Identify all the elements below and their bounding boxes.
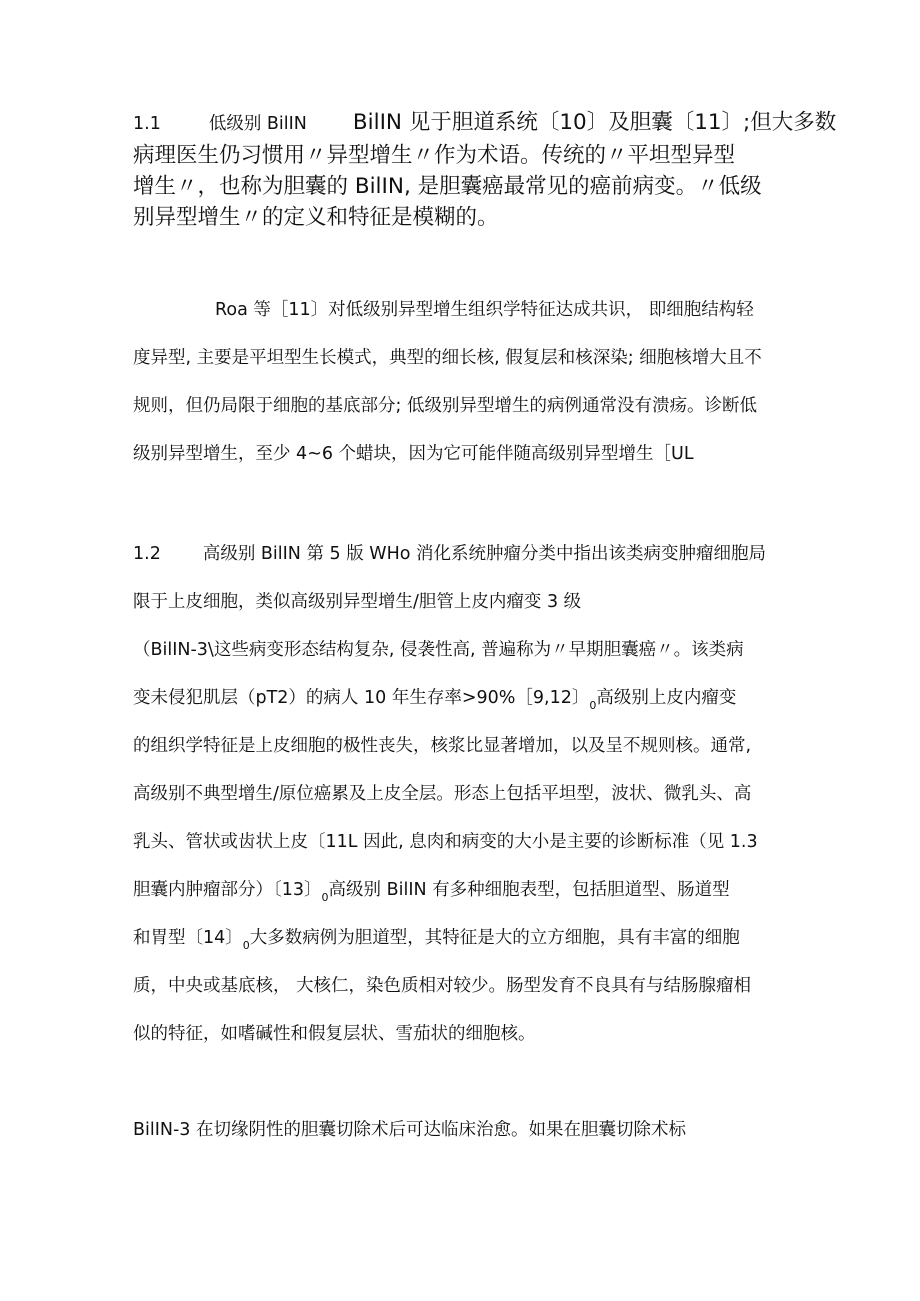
section-label: 低级别 BilIN [208,114,307,134]
section-number: 1.1 [133,114,161,134]
paragraph-line: 似的特征，如嗜碱性和假复层状、雪茄状的细胞核。 [133,1024,536,1044]
paragraph-line: 规则，但仍局限于细胞的基底部分; 低级别异型增生的病例通常没有溃疡。诊断低 [133,396,757,416]
paragraph-line: 级别异型增生，至少 4~6 个蜡块，因为它可能伴随高级别异型增生［UL [133,444,694,464]
paragraph-text: BilIN 见于胆道系统〔10〕及胆囊〔11〕;但大多数 [352,110,837,135]
subscript-mark: 0 [589,699,597,712]
paragraph-line: Roa 等［11〕对低级别异型增生组织学特征达成共识， 即细胞结构轻 [215,300,754,320]
paragraph-line: 别异型增生〃的定义和特征是模糊的。 [133,205,499,230]
text-run: 高级别 BilIN 有多种细胞表型，包括胆道型、肠道型 [328,880,730,900]
paragraph-line [133,684,736,712]
paragraph-line: BilIN-3 在切缘阴性的胆囊切除术后可达临床治愈。如果在胆囊切除术标 [133,1120,686,1140]
text-run: 胆囊内肿瘤部分）〔13〕 [133,880,322,900]
paragraph-line: 高级别不典型增生/原位癌累及上皮全层。形态上包括平坦型，波状、微乳头、高 [133,784,752,804]
text-run: 变未侵犯肌层（pT2）的病人 10 年生存率>90%［9,12〕 [133,688,590,708]
section-number: 1.2 [133,544,161,564]
text-run: 高级别上皮内瘤变 [596,688,737,708]
paragraph-line [133,876,730,904]
paragraph-line: 增生〃，也称为胆囊的 BilIN, 是胆囊癌最常见的癌前病变。〃低级 [133,174,762,199]
subscript-mark: 0 [321,891,329,904]
paragraph-line: 度异型, 主要是平坦型生长模式，典型的细长核, 假复层和核深染; 细胞核增大且不 [133,348,762,368]
text-run: 大多数病例为胆道型，其特征是大的立方细胞，具有丰富的细胞 [249,928,740,948]
section-1-2-heading-line [133,540,766,565]
subscript-mark: 0 [242,939,250,952]
paragraph-line: 质，中央或基底核， 大核仁，染色质相对较少。肠型发育不良具有与结肠腺瘤相 [133,976,752,996]
paragraph-line: 乳头、管状或齿状上皮〔11L 因此, 息肉和病变的大小是主要的诊断标准（见 1.3 [133,832,758,852]
section-1-1-heading-line [133,105,836,136]
paragraph-line [133,924,740,952]
text-run: 和胃型〔14〕 [133,928,243,948]
paragraph-line: 病理医生仍习惯用〃异型增生〃作为术语。传统的〃平坦型异型 [133,143,736,168]
paragraph-line: 限于上皮细胞，类似高级别异型增生/胆管上皮内瘤变 3 级 [133,592,582,612]
paragraph-line: （BilIN-3\这些病变形态结构复杂, 侵袭性高, 普遍称为〃早期胆囊癌〃。该类病 [133,640,744,660]
section-label: 高级别 BilIN 第 5 版 WHo 消化系统肿瘤分类中指出该类病变肿瘤细胞局 [202,544,767,564]
paragraph-line: 的组织学特征是上皮细胞的极性丧失，核浆比显著增加，以及呈不规则核。通常, [133,736,752,756]
